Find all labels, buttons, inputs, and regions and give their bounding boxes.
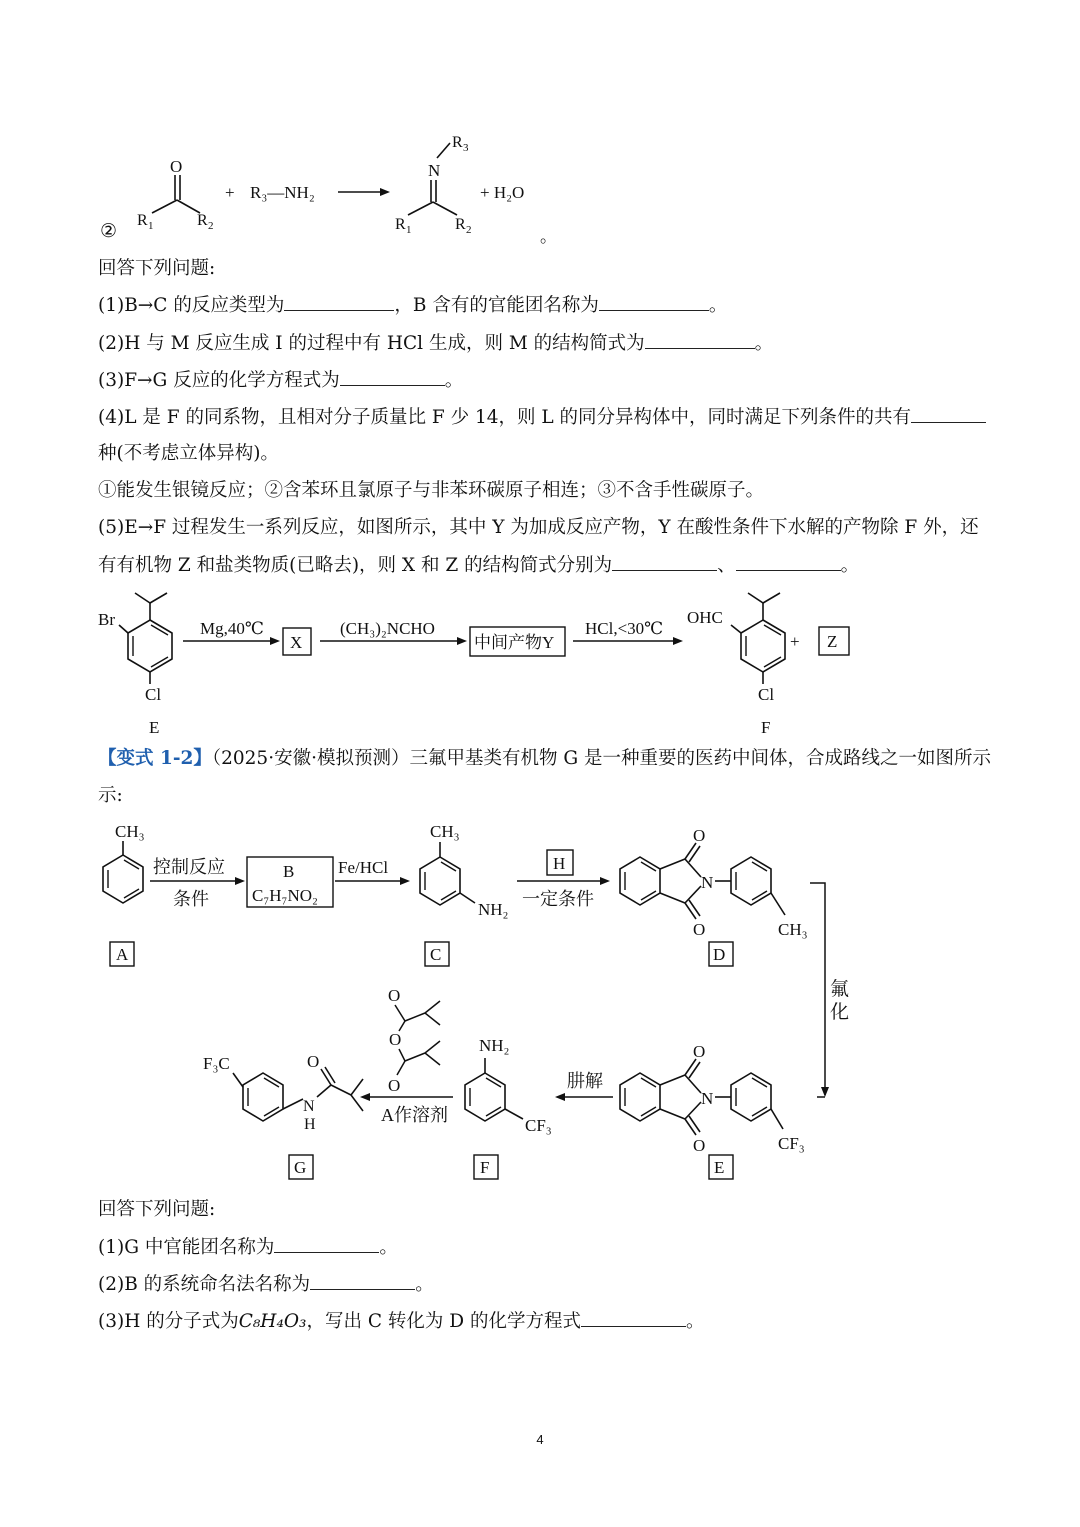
benzene-ring-c xyxy=(420,857,460,905)
amide-n-g: N xyxy=(303,1098,315,1115)
question-1-end: 。 xyxy=(708,295,728,316)
answer-blank[interactable] xyxy=(274,1234,379,1253)
question-3-text: (3)F→G 反应的化学方程式为 xyxy=(98,370,340,391)
plus-sign: + xyxy=(225,183,235,202)
methyl-d: CH₃ xyxy=(778,920,808,939)
r2-sub-product: 2 xyxy=(466,224,472,236)
carbonyl-o-e-bottom: O xyxy=(693,1136,706,1155)
condition-3: HCl,<30℃ xyxy=(585,619,664,638)
r1-label-product: R xyxy=(395,216,406,233)
question-5-sep: 、 xyxy=(717,555,736,576)
imine-n: N xyxy=(428,161,441,180)
condition-2: (CH₃)₂NCHO xyxy=(340,619,435,638)
compound-label-f2: F xyxy=(480,1158,490,1177)
variant-text: 三氟甲基类有机物 G 是一种重要的医药中间体，合成路线之一如图所示 xyxy=(409,748,992,769)
imide-n-d: N xyxy=(701,873,714,892)
plus-sign-scheme1: + xyxy=(790,632,800,651)
water-product: + H₂O xyxy=(480,183,525,202)
variant-question-3-end: 。 xyxy=(685,1311,705,1332)
question-5-end: 。 xyxy=(840,555,860,576)
amide-h-g: H xyxy=(304,1116,316,1133)
answer-blank[interactable] xyxy=(284,292,394,311)
variant-header xyxy=(98,746,991,772)
reaction-2-scheme xyxy=(95,125,595,245)
trifluoromethyl-g: F₃C xyxy=(203,1054,230,1073)
page-number: 4 xyxy=(536,1432,544,1447)
scheme-synthesis-route xyxy=(95,815,975,1195)
formula-h: C₈H₄O₃ xyxy=(238,1311,307,1332)
r3-label: R xyxy=(452,134,463,151)
benzene-ring-a xyxy=(103,855,143,903)
r2-label-product: R xyxy=(455,216,466,233)
carbonyl-o-g: O xyxy=(307,1052,320,1071)
imide-n-e: N xyxy=(701,1089,714,1108)
compound-b-formula: C₇H₇NO₂ xyxy=(252,886,318,905)
question-3 xyxy=(98,367,463,394)
compound-label-a: A xyxy=(116,945,129,964)
answer-blank[interactable] xyxy=(911,404,986,423)
question-4-cont: 种(不考虑立体异构)。 xyxy=(98,443,279,464)
r2-sub: 2 xyxy=(208,220,214,232)
aldehyde-label: OHC xyxy=(687,608,723,627)
question-3-end: 。 xyxy=(444,370,464,391)
trifluoromethyl-f: CF₃ xyxy=(525,1116,552,1135)
variant-question-1 xyxy=(98,1234,398,1261)
variant-question-1-text: (1)G 中官能团名称为 xyxy=(98,1237,275,1258)
variant-question-3-mid: ，写出 C 转化为 D 的化学方程式 xyxy=(306,1311,581,1332)
question-2 xyxy=(98,330,773,357)
variant-question-2-end: 。 xyxy=(415,1274,434,1295)
r1-label: R xyxy=(137,212,148,229)
compound-label-f: F xyxy=(761,718,771,737)
question-intro-2: 回答下列问题: xyxy=(98,1199,216,1220)
variant-text-cont: 示: xyxy=(98,785,123,806)
benzene-ring-e3 xyxy=(731,1073,771,1121)
benzene-ring-d2 xyxy=(731,857,771,905)
reaction-marker: ② xyxy=(100,221,118,242)
r1-sub: 1 xyxy=(148,220,154,232)
amino-f: NH₂ xyxy=(479,1036,510,1055)
benzene-ring-f xyxy=(741,620,785,672)
answer-blank[interactable] xyxy=(340,367,445,386)
chloro-label-f: Cl xyxy=(758,685,775,704)
condition-1: Mg,40℃ xyxy=(200,619,264,638)
box-x-label: X xyxy=(290,633,303,652)
answer-blank[interactable] xyxy=(310,1271,415,1290)
carbonyl-o-d-bottom: O xyxy=(693,920,706,939)
anhydride-o-1: O xyxy=(388,986,401,1005)
question-1-text: (1)B→C 的反应类型为 xyxy=(98,295,285,316)
compound-label-g: G xyxy=(294,1158,307,1177)
benzene-ring-d xyxy=(620,857,660,905)
chloro-label-e: Cl xyxy=(145,685,162,704)
ketone-o: O xyxy=(170,157,183,176)
reaction-arrow xyxy=(380,188,390,196)
question-4-conditions: ①能发生银镜反应；②含苯环且氯原子与非苯环碳原子相连；③不含手性碳原子。 xyxy=(98,480,765,501)
benzene-ring-f2 xyxy=(465,1073,505,1121)
anhydride-o-3: O xyxy=(388,1076,401,1095)
benzene-ring-g xyxy=(243,1073,283,1121)
condition-a-b-1: 控制反应 xyxy=(153,857,225,877)
compound-label-e: E xyxy=(149,718,160,737)
methyl-a: CH₃ xyxy=(115,822,145,841)
answer-blank[interactable] xyxy=(581,1308,686,1327)
variant-question-3 xyxy=(98,1308,704,1335)
question-1 xyxy=(98,292,727,319)
variant-question-3-text: (3)H 的分子式为 xyxy=(98,1311,239,1332)
amine-reactant: R₃—NH₂ xyxy=(250,183,315,202)
anhydride-o-2: O xyxy=(389,1030,402,1049)
methyl-c: CH₃ xyxy=(430,822,460,841)
question-5: (5)E→F 过程发生一系列反应，如图所示，其中 Y 为加成反应产物，Y 在酸性条件下水解的产物除 F 外，还 xyxy=(98,517,979,538)
fluorination-2: 化 xyxy=(830,1002,850,1023)
variant-tag: 【变式 1-2】 xyxy=(98,748,212,769)
variant-question-1-end: 。 xyxy=(379,1237,398,1258)
question-4-text: (4)L 是 F 的同系物，且相对分子质量比 F 少 14，则 L 的同分异构体中，同时满足下列条件的共有 xyxy=(98,407,912,428)
question-5-cont xyxy=(98,552,859,579)
question-1-text-mid: ，B 含有的官能团名称为 xyxy=(394,295,599,316)
r2-label: R xyxy=(197,212,208,229)
condition-c-d: 一定条件 xyxy=(522,889,594,909)
question-2-end: 。 xyxy=(754,333,774,354)
answer-blank[interactable] xyxy=(645,330,755,349)
amino-c: NH₂ xyxy=(478,900,509,919)
scheme-e-to-f xyxy=(95,585,975,740)
r1-sub-product: 1 xyxy=(406,224,412,236)
reagent-h: H xyxy=(553,854,566,873)
bromo-label: Br xyxy=(98,610,115,629)
question-4 xyxy=(98,404,986,431)
question-intro: 回答下列问题: xyxy=(98,258,216,279)
answer-blank[interactable] xyxy=(599,292,709,311)
question-2-text: (2)H 与 M 反应生成 I 的过程中有 HCl 生成，则 M 的结构简式为 xyxy=(98,333,645,354)
benzene-ring-e xyxy=(128,620,172,672)
answer-blank[interactable] xyxy=(736,552,841,571)
compound-label-d: D xyxy=(713,945,726,964)
answer-blank[interactable] xyxy=(612,552,717,571)
benzene-ring-e2 xyxy=(620,1073,660,1121)
variant-question-2 xyxy=(98,1271,434,1298)
condition-e-f: 肼解 xyxy=(567,1071,603,1091)
condition-f-g: A作溶剂 xyxy=(381,1105,448,1125)
compound-label-c: C xyxy=(430,945,442,964)
variant-question-2-text: (2)B 的系统命名法名称为 xyxy=(98,1274,311,1295)
reaction-end: 。 xyxy=(540,227,557,245)
condition-b-c: Fe/HCl xyxy=(338,858,389,877)
variant-source: （2025·安徽·模拟预测） xyxy=(211,748,410,769)
question-5-text: 有有机物 Z 和盐类物质(已略去)，则 X 和 Z 的结构简式分别为 xyxy=(98,555,613,576)
carbonyl-o-d-top: O xyxy=(693,826,706,845)
carbonyl-o-e-top: O xyxy=(693,1042,706,1061)
fluorination-1: 氟 xyxy=(830,979,850,1000)
box-z-label: Z xyxy=(827,632,838,651)
box-y-label: 中间产物Y xyxy=(474,633,555,652)
trifluoromethyl-e: CF₃ xyxy=(778,1134,805,1153)
condition-a-b-2: 条件 xyxy=(173,889,209,909)
compound-b-label: B xyxy=(283,862,295,881)
r3-sub: 3 xyxy=(463,142,469,154)
compound-label-e2: E xyxy=(714,1158,725,1177)
